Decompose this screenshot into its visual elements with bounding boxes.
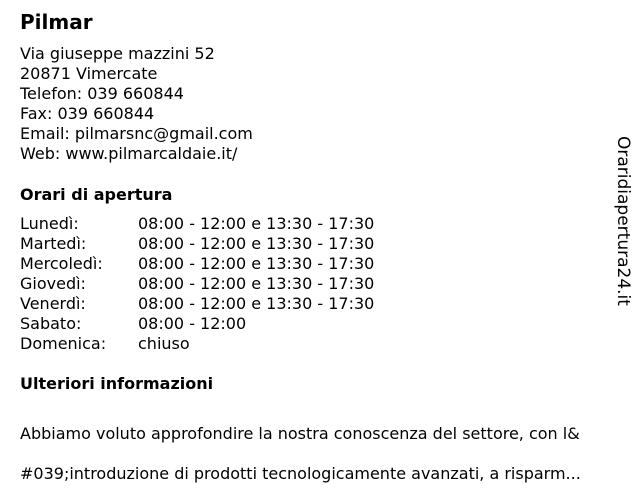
address-city: 20871 Vimercate <box>20 64 158 83</box>
fax-number: Fax: 039 660844 <box>20 104 155 123</box>
opening-hours-heading: Orari di apertura <box>20 185 173 204</box>
hours-row-monday <box>20 214 374 234</box>
day-hours: 08:00 - 12:00 e 13:30 - 17:30 <box>138 274 375 293</box>
business-name: Pilmar <box>20 10 93 34</box>
day-hours: 08:00 - 12:00 e 13:30 - 17:30 <box>138 254 375 273</box>
additional-info-line-1: Abbiamo voluto approfondire la nostra conoscenza del settore, con l& <box>20 424 580 443</box>
website: Web: www.pilmarcaldaie.it/ <box>20 144 238 163</box>
day-label: Sabato: <box>20 314 82 333</box>
hours-row-friday <box>20 294 374 314</box>
day-label: Lunedì: <box>20 214 79 233</box>
hours-row-wednesday <box>20 254 374 274</box>
opening-hours-table <box>20 214 374 354</box>
hours-row-sunday <box>20 334 374 354</box>
day-label: Giovedì: <box>20 274 86 293</box>
email-address: Email: pilmarsnc@gmail.com <box>20 124 253 143</box>
day-hours: 08:00 - 12:00 e 13:30 - 17:30 <box>138 294 375 313</box>
additional-info-heading: Ulteriori informazioni <box>20 374 214 393</box>
day-label: Venerdì: <box>20 294 86 313</box>
hours-row-thursday <box>20 274 374 294</box>
site-watermark-label: Oraridiapertura24.it <box>613 136 633 306</box>
day-hours: 08:00 - 12:00 e 13:30 - 17:30 <box>138 234 375 253</box>
hours-row-tuesday <box>20 234 374 254</box>
hours-row-saturday <box>20 314 374 334</box>
day-hours: chiuso <box>138 334 190 353</box>
day-hours: 08:00 - 12:00 e 13:30 - 17:30 <box>138 214 375 233</box>
day-label: Domenica: <box>20 334 107 353</box>
address-street: Via giuseppe mazzini 52 <box>20 44 215 63</box>
day-hours: 08:00 - 12:00 <box>138 314 247 333</box>
contact-details <box>20 44 253 164</box>
additional-info-text <box>20 404 632 504</box>
phone-number: Telefon: 039 660844 <box>20 84 184 103</box>
day-label: Martedì: <box>20 234 87 253</box>
additional-info-line-2: #039;introduzione di prodotti tecnologicamente avanzati, a risparm... <box>20 464 581 483</box>
day-label: Mercoledì: <box>20 254 103 273</box>
